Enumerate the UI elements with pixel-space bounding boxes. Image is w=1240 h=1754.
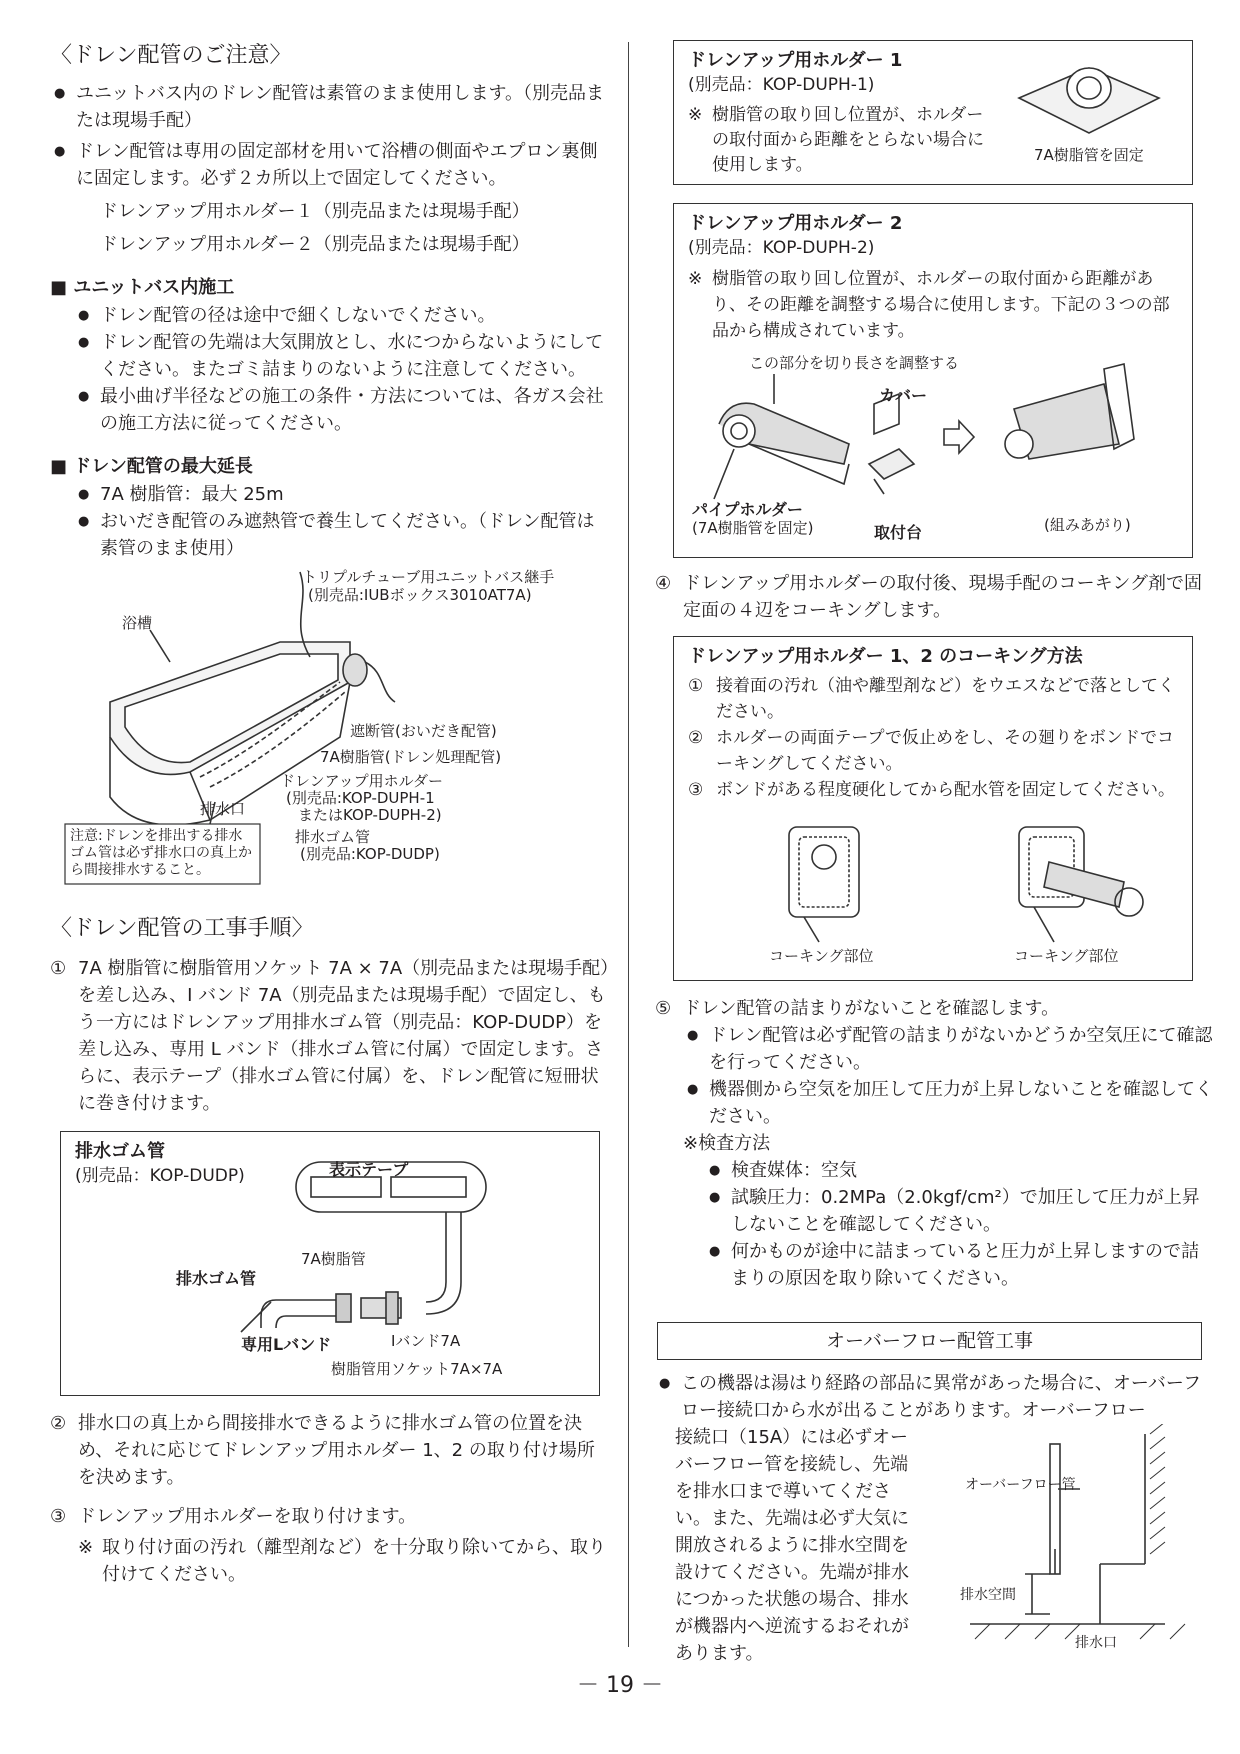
fig1-label-tub: 浴槽 [122, 614, 153, 632]
rubber-hose-box [60, 1131, 600, 1396]
caulking-label-2: コーキング部位 [1014, 947, 1119, 965]
subheading-unitbath: ■ ユニットバス内施工 [50, 277, 235, 298]
column-divider [628, 42, 629, 1647]
bathtub-figure [50, 562, 610, 907]
fig1-label-holder-p1: (別売品:KOP-DUPH-1 [286, 789, 435, 807]
left-column [50, 40, 610, 1588]
overflow-body: 接続口（15A）には必ずオーバーフロー管を接続し、先端を排水口まで導いてください。また、先端は必ず大気に開放されるように排水空間を設けてください。先端が排水につかった状態の場合、排水が機器内へ逆流するおそれがあります。 [675, 1427, 909, 1664]
step-4: ④ ドレンアップ用ホルダーの取付後、現場手配のコーキング剤で固定面の４辺をコーキングします。 [655, 573, 1203, 621]
fig1-label-holder: ドレンアップ用ホルダー [280, 772, 443, 790]
section-heading-drain-caution: 〈ドレン配管のご注意〉 [50, 43, 292, 68]
holder2-pipe-label: パイプホルダー [692, 500, 803, 519]
holder1-drawing [1009, 53, 1169, 143]
overflow-drawing [950, 1424, 1210, 1654]
caulking-step-2: ② ホルダーの両面テープで仮止めをし、その廻りをボンドでコーキングしてください。 [688, 728, 1174, 774]
overflow-intro: ● この機器は湯はり経路の部品に異常があった場合に、オーバーフロー接続口から水が出ることがあります。オーバーフロー [655, 1370, 1210, 1424]
inspection-medium: ● 検査媒体：空気 [705, 1157, 1215, 1184]
holder1-fig-label: 7A樹脂管を固定 [1034, 146, 1144, 164]
right-column [655, 40, 1215, 1664]
inspection-clog: ● 何かものが途中に詰まっていると圧力が上昇しますので詰まりの原因を取り除いてください。 [705, 1238, 1215, 1292]
step-3: ③ ドレンアップ用ホルダーを取り付けます。 [50, 1506, 417, 1527]
fig2-label-tape: 表示テープ [329, 1160, 409, 1179]
bullet-max-25m: ● 7A 樹脂管：最大 25m [74, 481, 610, 508]
fig1-label-outlet: 排水口 [200, 800, 246, 818]
fig2-label-lband: 専用Lバンド [241, 1335, 332, 1354]
fig1-label-joint-product: (別売品:IUBボックス3010AT7A) [308, 586, 532, 604]
overflow-label-outlet: 排水口 [1075, 1635, 1117, 1651]
fig1-label-resin: 7A樹脂管(ドレン処理配管) [320, 748, 502, 766]
step-5: ⑤ ドレン配管の詰まりがないことを確認します。 [655, 998, 1060, 1019]
bullet-air-pressure: ● ドレン配管は必ず配管の詰まりがないかどうか空気圧にて確認を行ってください。 [683, 1022, 1215, 1076]
holder2-box [673, 203, 1193, 558]
fig1-label-shield: 遮断管(おいだき配管) [350, 722, 497, 740]
holder2-line: ドレンアップ用ホルダー２（別売品または現場手配） [100, 234, 530, 255]
bullet-pressurize: ● 機器側から空気を加圧して圧力が上昇しないことを確認してください。 [683, 1076, 1215, 1130]
holder2-cover-label: カバー [879, 386, 928, 405]
holder2-pipe-sub: (7A樹脂管を固定) [692, 519, 814, 537]
fig2-label-iband: Iバンド7A [391, 1332, 461, 1350]
holder2-title: ドレンアップ用ホルダー 2 [688, 213, 903, 234]
holder1-title: ドレンアップ用ホルダー 1 [688, 50, 903, 71]
fig2-label-socket: 樹脂管用ソケット7A×7A [331, 1360, 503, 1378]
fig1-label-rubber-product: (別売品:KOP-DUDP) [300, 845, 440, 863]
holder2-note: ※ 樹脂管の取り回し位置が、ホルダーの取付面から距離があり、その距離を調整する場合に使用します。下記の３つの部品から構成されています。 [688, 269, 1170, 341]
page-number: － 19 － [577, 1673, 663, 1698]
step-2: ② 排水口の真上から間接排水できるように排水ゴム管の位置を決め、それに応じてドレンアップ用ホルダー 1、2 の取り付け場所を決めます。 [50, 1413, 595, 1488]
inspection-pressure: ● 試験圧力：0.2MPa（2.0kgf/cm²）で加圧して圧力が上昇しないことを確認してください。 [705, 1184, 1215, 1238]
bullet-open-end: ● ドレン配管の先端は大気開放とし、水につからないようにしてください。またゴミ詰まりのないように注意してください。 [74, 329, 610, 383]
fig1-label-rubber: 排水ゴム管 [295, 828, 371, 846]
section-heading-procedure: 〈ドレン配管の工事手順〉 [50, 916, 314, 941]
bullet-heat-shield: ● おいだき配管のみ遮熱管で養生してください。（ドレン配管は素管のまま使用） [74, 508, 610, 562]
holder1-product: (別売品：KOP-DUPH-1) [688, 75, 875, 95]
fig2-label-resin: 7A樹脂管 [301, 1250, 366, 1268]
bullet-fixing: ● ドレン配管は専用の固定部材を用いて浴槽の側面やエプロン裏側に固定します。必ず２カ所以上で固定してください。 [50, 138, 610, 192]
rubber-hose-title: 排水ゴム管 [75, 1141, 165, 1162]
holder1-line: ドレンアップ用ホルダー１（別売品または現場手配） [100, 201, 530, 222]
holder2-base-label: 取付台 [874, 523, 923, 542]
caulking-label-1: コーキング部位 [769, 947, 874, 965]
bullet-bend-radius: ● 最小曲げ半径などの施工の条件・方法については、各ガス会社の施工方法に従ってください。 [74, 383, 610, 437]
caulking-step-3: ③ ボンドがある程度硬化してから配水管を固定してください。 [688, 780, 1175, 800]
caulking-drawing [674, 817, 1194, 947]
fig1-label-holder-p2: またはKOP-DUPH-2) [298, 806, 442, 824]
overflow-heading: オーバーフロー配管工事 [657, 1322, 1202, 1360]
overflow-label-space: 排水空間 [960, 1587, 1016, 1603]
holder2-assembled-label: (組みあがり) [1044, 516, 1131, 534]
holder2-cut-label: この部分を切り長さを調整する [749, 354, 960, 372]
overflow-label-pipe: オーバーフロー管 [965, 1477, 1076, 1493]
fig2-label-rubber: 排水ゴム管 [176, 1269, 257, 1288]
bullet-diameter: ● ドレン配管の径は途中で細くしないでください。 [74, 302, 610, 329]
holder1-note: ※ 樹脂管の取り回し位置が、ホルダーの取付面から距離をとらない場合に使用します。 [688, 105, 984, 175]
caulking-title: ドレンアップ用ホルダー 1、2 のコーキング方法 [688, 646, 1083, 667]
caulking-box [673, 636, 1193, 981]
rubber-hose-product: (別売品：KOP-DUDP) [75, 1166, 245, 1186]
holder2-product: (別売品：KOP-DUPH-2) [688, 238, 875, 258]
inspection-method: ※検査方法 [683, 1133, 771, 1154]
bullet-bare-pipe: ● ユニットバス内のドレン配管は素管のまま使用します。（別売品または現場手配） [50, 80, 610, 134]
fig1-caution-note: 注意:ドレンを排出する排水ゴム管は必ず排水口の真上から間接排水すること。 [70, 828, 252, 878]
caulking-step-1: ① 接着面の汚れ（油や離型剤など）をウエスなどで落としてください。 [688, 676, 1175, 722]
subheading-max-length: ■ ドレン配管の最大延長 [50, 456, 253, 477]
holder1-box [673, 40, 1193, 185]
step-3-note: ※ 取り付け面の汚れ（離型剤など）を十分取り除いてから、取り付けてください。 [78, 1537, 606, 1585]
step-1: ① 7A 樹脂管に樹脂管用ソケット 7A × 7A（別売品または現場手配）を差し込み、I バンド 7A（別売品または現場手配）で固定し、もう一方にはドレンアップ用排水ゴム管（別売品：KOP-DUDP）を差し込み、専用 L バンド（排水ゴム管に付属）で固定します。さらに、表示テープ（排水ゴム管に付属）を、ドレン配管に短冊状に巻き付けます。 [50, 958, 610, 1114]
fig1-label-joint: トリプルチューブ用ユニットバス継手 [302, 568, 555, 586]
